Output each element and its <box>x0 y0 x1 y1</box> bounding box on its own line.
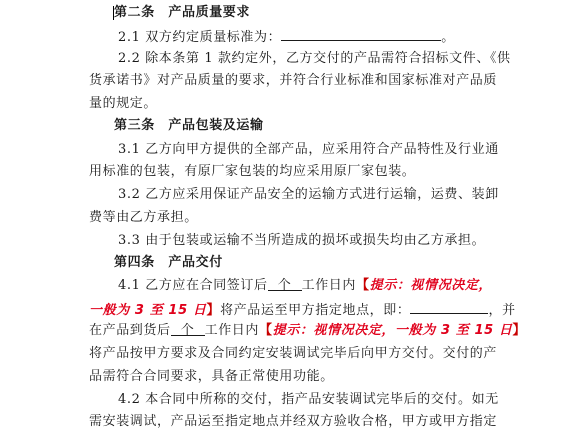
clause-4-1-line1 <box>118 277 572 294</box>
clause-4-2-line2: 需安装调试，产品运至指定地点并经双方验收合格，甲方或甲方指定 <box>89 414 498 429</box>
clause-3-2-line2: 费等由乙方承担。 <box>89 210 198 225</box>
clause-2-1 <box>118 27 572 44</box>
workdays-blank-1[interactable] <box>268 277 302 291</box>
clause-2-2-line3: 量的规定。 <box>89 96 158 111</box>
clause-3-2-line1: 3.2 乙方应采用保证产品安全的运输方式进行运输，运费、装卸 <box>118 187 499 202</box>
clause-4-1-line3 <box>89 322 572 339</box>
clause-3-1-line1: 3.1 乙方向甲方提供的全部产品，应采用符合产品特性及行业通 <box>118 142 499 157</box>
article-2-heading: 第二条 产品质量要求 <box>114 5 251 20</box>
clause-4-1-text-d: ，并 <box>488 303 516 318</box>
clause-4-1-line4: 将产品按甲方要求及合同约定安装调试完毕后向甲方交付。交付的产 <box>89 346 498 361</box>
clause-4-1-line2 <box>89 300 572 317</box>
delivery-location-blank[interactable] <box>410 300 488 314</box>
tip-close-bracket-1: 】 <box>206 303 221 318</box>
clause-2-1-end: 。 <box>441 30 455 45</box>
clause-3-3: 3.3 由于包装或运输不当所造成的损坏或损失均由乙方承担。 <box>118 233 486 248</box>
clause-4-1-text-f: 工作日内 <box>204 323 260 338</box>
tip-text-1b: 一般为 3 至 15 日 <box>89 303 207 318</box>
quality-standard-blank[interactable] <box>281 27 441 41</box>
article-3-heading: 第三条 产品包装及运输 <box>114 118 264 133</box>
clause-4-2-line1: 4.2 本合同中所称的交付，指产品安装调试完毕后的交付。如无 <box>118 392 499 407</box>
clause-4-1-text-a: 4.1 乙方应在合同签订后 <box>118 278 268 293</box>
clause-2-2-line2: 货承诺书》对产品质量的要求，并符合行业标准和国家标准对产品质 <box>89 73 498 88</box>
article-4-heading: 第四条 产品交付 <box>114 255 223 270</box>
clause-4-1-line5: 品需符合合同要求，具备正常使用功能。 <box>89 369 334 384</box>
clause-4-1-text-b: 工作日内 <box>301 278 357 293</box>
workdays-blank-2[interactable] <box>171 322 205 336</box>
workdays-unit-1: 个 <box>277 278 292 293</box>
workdays-unit-2: 个 <box>180 323 195 338</box>
clause-2-2-line1: 2.2 除本条第 1 款约定外，乙方交付的产品需符合招标文件、《供 <box>118 51 511 66</box>
tip-close-bracket-2: 】 <box>512 323 527 338</box>
clause-4-1-text-e: 在产品到货后 <box>89 323 171 338</box>
clause-3-1-line2: 用标准的包装，有原厂家包装的均应采用原厂家包装。 <box>89 164 416 179</box>
tip-open-bracket-2: 【 <box>259 323 273 338</box>
tip-open-bracket-1: 【 <box>356 278 370 293</box>
clause-2-1-text: 2.1 双方约定质量标准为： <box>118 30 282 45</box>
tip-text-2: 提示：视情况决定，一般为 3 至 15 日 <box>272 323 513 338</box>
tip-text-1a: 提示：视情况决定， <box>369 278 493 293</box>
clause-4-1-text-c: 将产品运至甲方指定地点，即： <box>220 303 411 318</box>
